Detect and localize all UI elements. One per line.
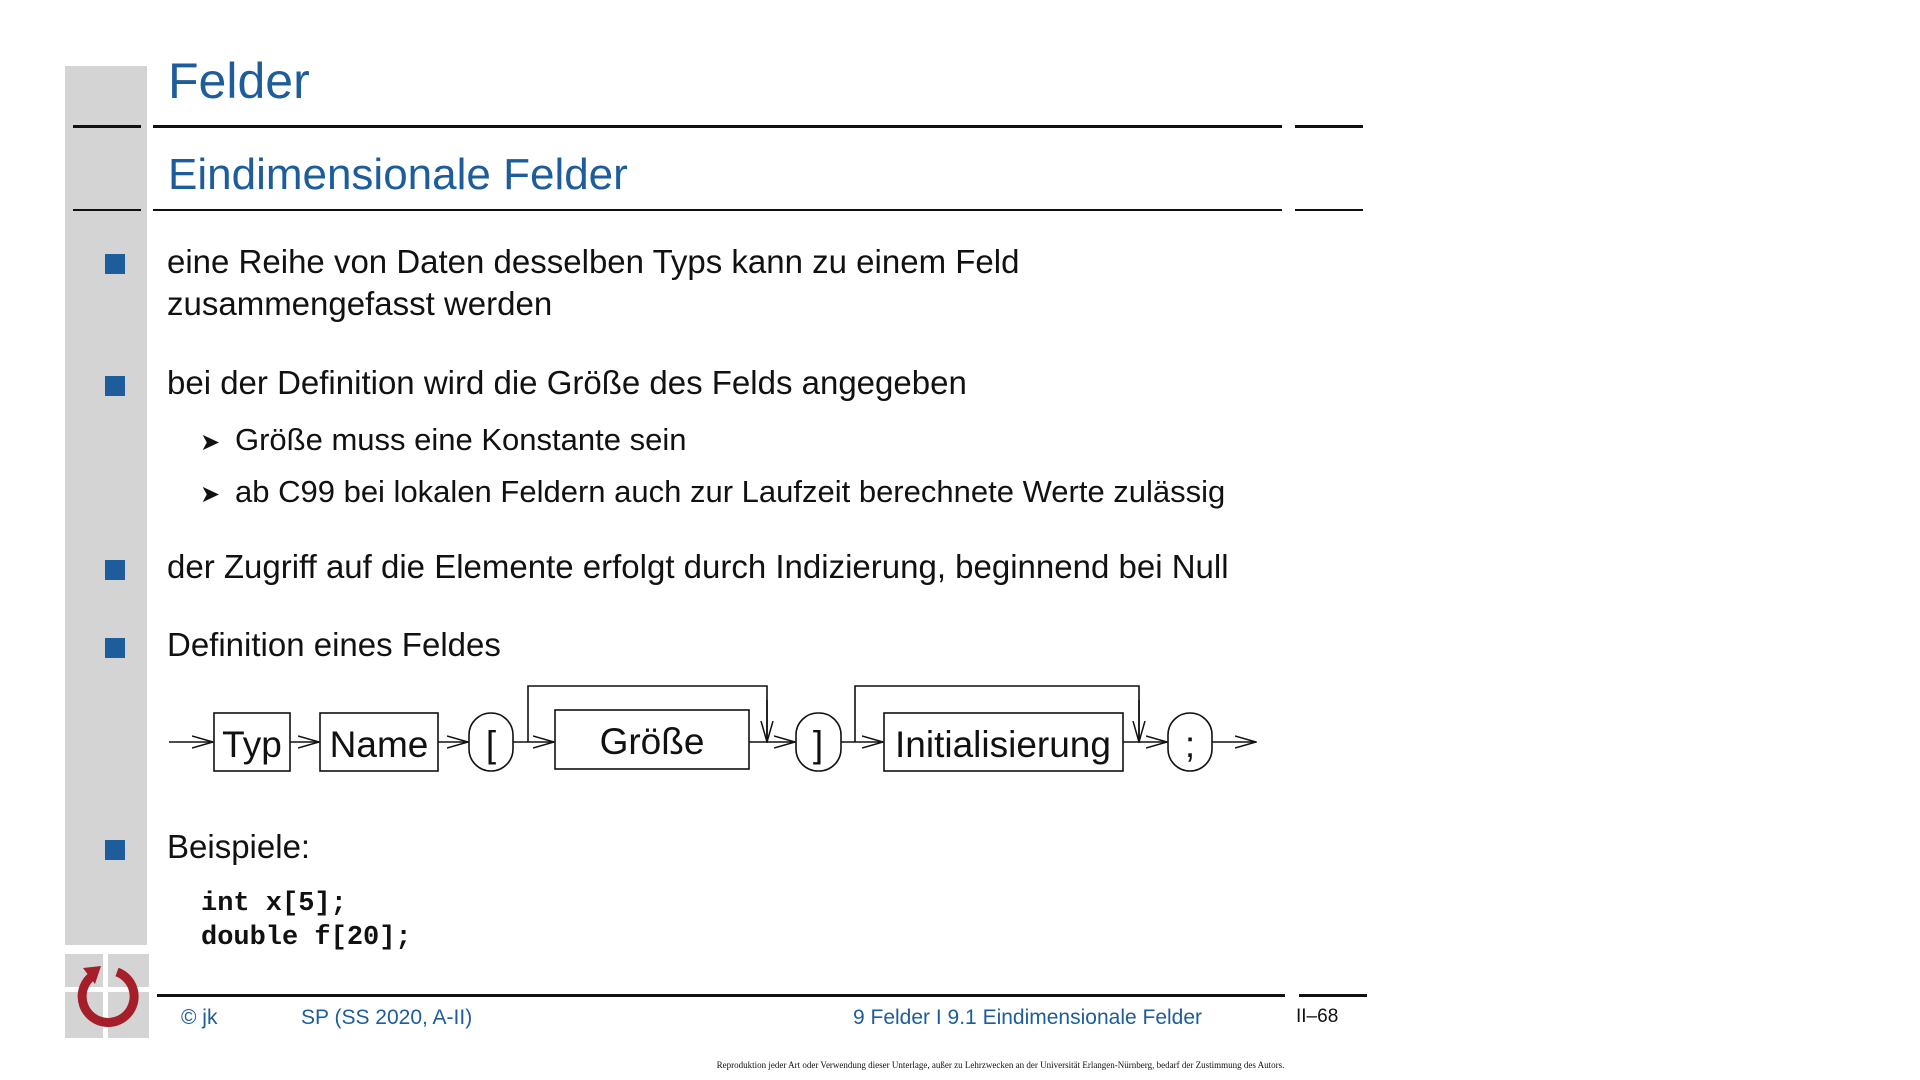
label-name: Name <box>329 724 429 765</box>
code-line: int x[5]; <box>201 889 347 919</box>
footer-divider <box>157 994 1285 997</box>
section-title: Eindimensionale Felder <box>168 150 628 199</box>
arrow-marker-icon: ➤ <box>200 429 221 456</box>
label-init: Initialisierung <box>895 724 1111 765</box>
label-size: Größe <box>599 721 705 762</box>
footer-course: SP (SS 2020, A-II) <box>301 1006 473 1029</box>
label-open: [ <box>485 724 497 765</box>
code-line: double f[20]; <box>201 923 412 953</box>
bullet-text: Beispiele: <box>167 828 311 865</box>
footer-divider <box>1299 994 1367 997</box>
bullet-text: eine Reihe von Daten desselben Typs kann zu einem Feld <box>167 243 1020 280</box>
page-title: Felder <box>168 53 310 109</box>
label-semi: ; <box>1184 724 1196 765</box>
bullet-text: Definition eines Feldes <box>167 626 501 663</box>
label-close: ] <box>812 724 824 765</box>
arrow-marker-icon: ➤ <box>200 481 221 508</box>
sub-item-text: Größe muss eine Konstante sein <box>235 422 687 457</box>
legal-notice: Reproduktion jeder Art oder Verwendung dieser Unterlage, außer zu Lehrzwecken an der Universität Erlangen-Nürnberg, bedarf der Zustimmung des Autors. <box>716 1060 1285 1070</box>
bullet-icon <box>105 840 125 860</box>
label-typ: Typ <box>222 724 282 765</box>
bullet-text: zusammengefasst werden <box>167 285 553 322</box>
footer-section: 9 Felder I 9.1 Eindimensionale Felder <box>853 1006 1203 1029</box>
bullet-text: bei der Definition wird die Größe des Felds angegeben <box>167 364 967 401</box>
footer-author: © jk <box>181 1006 218 1029</box>
bullet-text: der Zugriff auf die Elemente erfolgt durch Indizierung, beginnend bei Null <box>167 548 1229 585</box>
footer-page: II–68 <box>1296 1006 1339 1027</box>
sub-item-text: ab C99 bei lokalen Feldern auch zur Laufzeit berechnete Werte zulässig <box>235 474 1226 509</box>
